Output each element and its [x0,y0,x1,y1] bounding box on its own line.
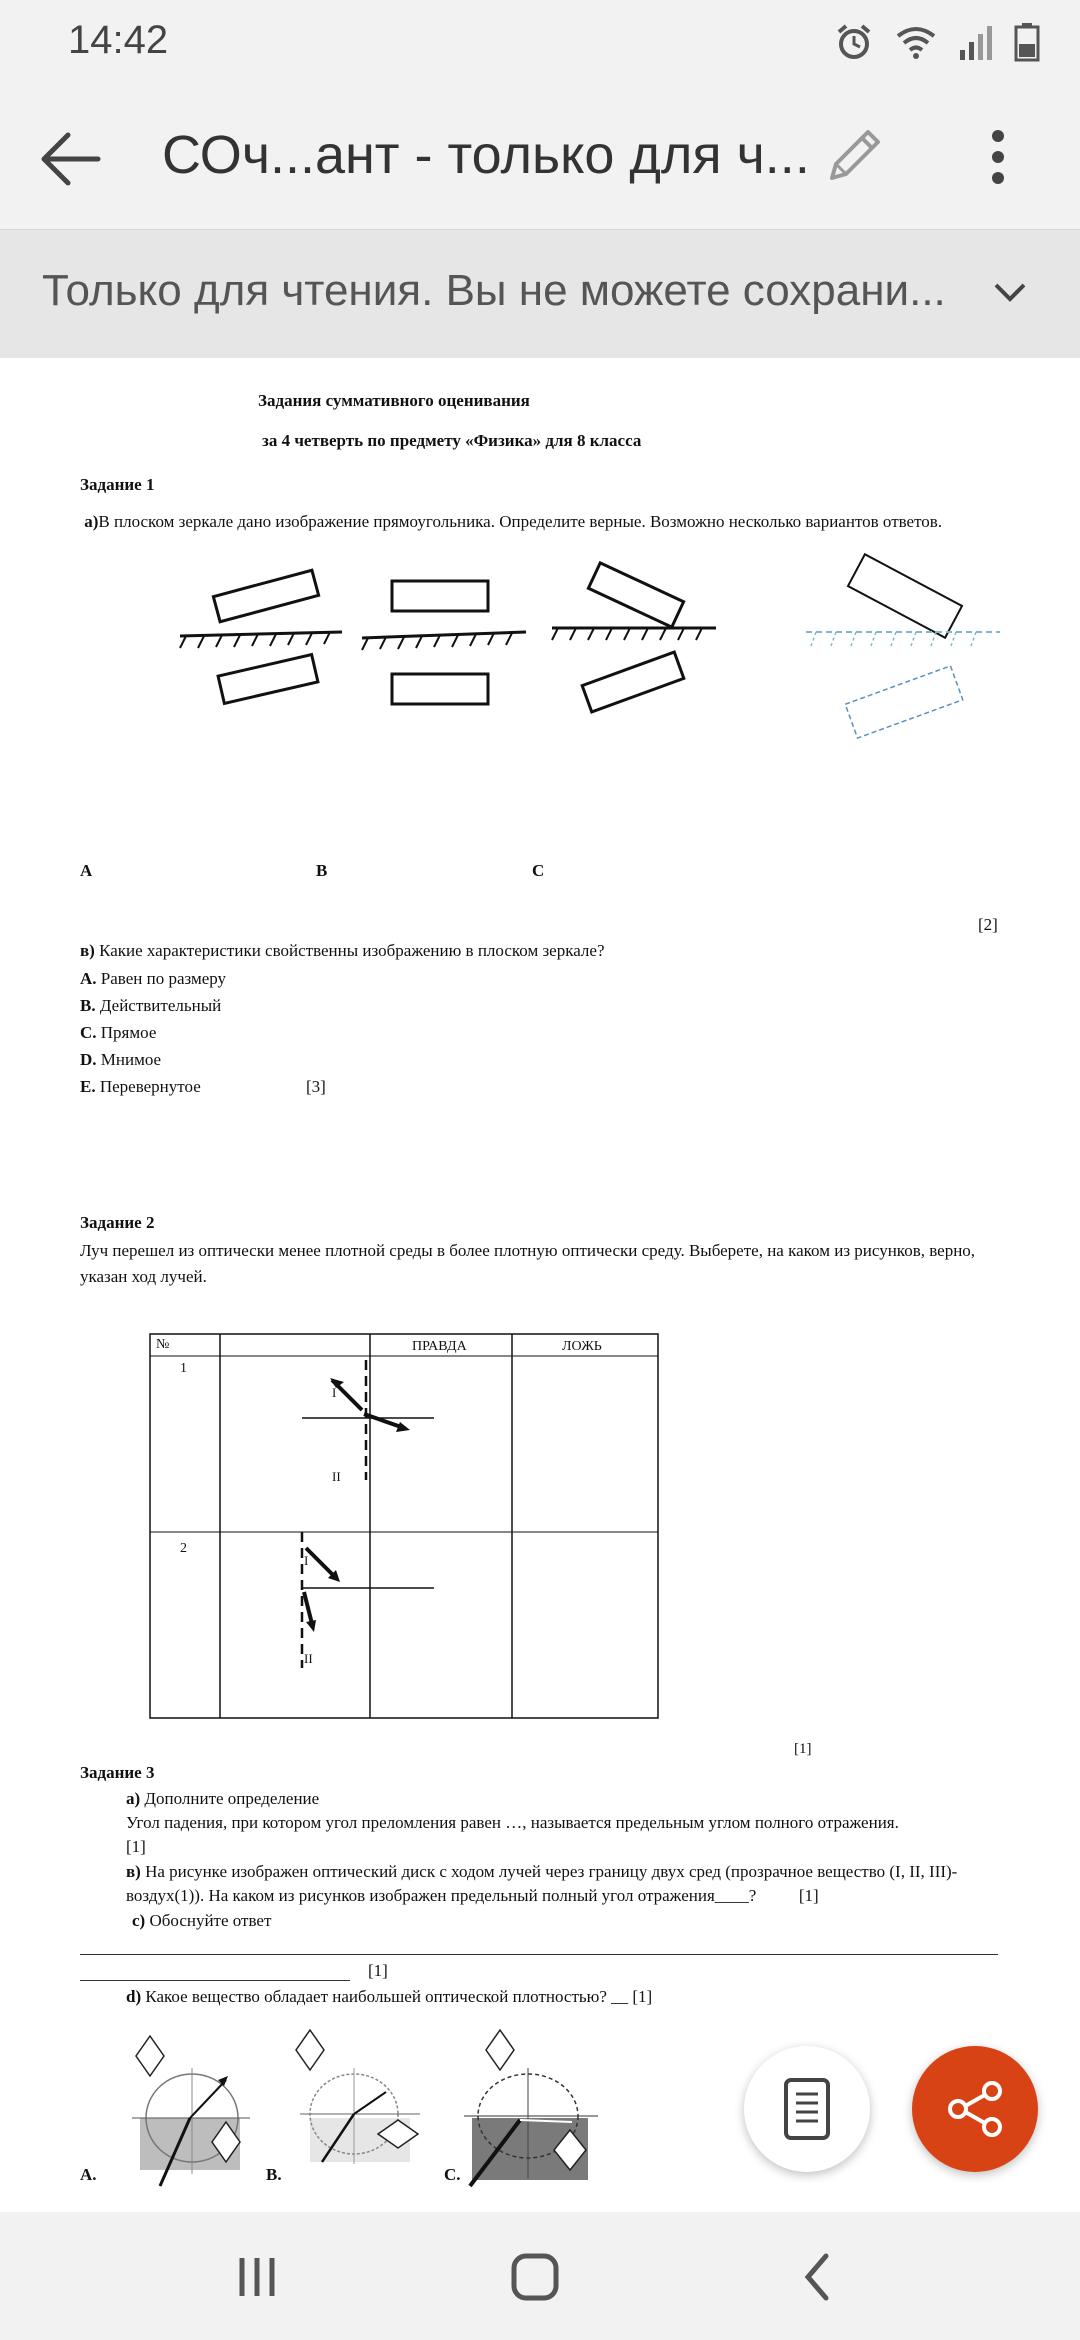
battery-icon [1014,22,1040,62]
refraction-diagram-2 [302,1532,434,1668]
alarm-icon [834,22,874,62]
recent-apps-icon[interactable] [212,2232,302,2322]
task-1b-body: Какие характеристики свойственны изображению в плоском зеркале? [99,941,605,960]
answer-line-1 [80,1954,998,1955]
option-b-label: B [316,861,328,880]
answer-line-2 [80,1980,350,1981]
answer-e [80,1076,201,1098]
task-3d-body: Какое вещество обладает наибольшей оптической плотностью? __ [1] [145,1987,653,2006]
task-1a-label: а) [84,512,99,531]
mirror-figure-c [552,563,716,712]
task-3c-question [132,1910,271,1932]
task-3b-question [126,1860,986,1908]
answer-b [80,995,221,1017]
table-row-2-number: 2 [180,1541,187,1556]
answer-text: Действительный [99,996,222,1015]
option-c-label: C [532,861,545,880]
disk-figure-b [296,2030,420,2164]
task-3c-label: с) [132,1911,146,1930]
reader-mode-icon [782,2076,832,2142]
task-3a-score: [1] [126,1837,146,1856]
task-1b-score: [3] [306,1077,326,1096]
task-2-table [148,1332,662,1724]
more-options-icon[interactable] [970,122,1026,192]
task-3b-score: [1] [798,1886,819,1905]
wifi-icon [894,22,938,62]
answer-letter: A. [80,969,97,988]
task-3b-body: На рисунке изображен оптический диск с ходом лучей через границу двух сред (прозрачное вещество (I, II, III)- воздух(1)). На каком из рисунков изображен предельный полный угол отражения____? [126,1862,958,1905]
document-title: СОч...ант - только для ч... [162,125,810,185]
answer-text: Равен по размеру [100,969,227,988]
optical-disk-figures [120,2018,640,2198]
pencil-edit-icon[interactable] [818,122,888,192]
answer-text: Прямое [100,1023,157,1042]
system-back-icon[interactable] [772,2232,862,2322]
refraction-diagram-1 [302,1360,434,1480]
answer-text: Перевернутое [99,1077,201,1096]
medium-1-label-row-1: I [332,1385,337,1400]
task-2-title: Задание 2 [80,1213,155,1232]
doc-heading-2: за 4 четверть по предмету «Физика» для 8 класса [262,431,642,450]
task-3b-label: в) [126,1862,141,1881]
clock: 14:42 [68,18,169,62]
task-2-score: [1] [794,1741,812,1757]
document-page [0,358,1080,2212]
task-3a-label: а) [126,1789,141,1808]
task-1b-question [80,940,605,962]
answer-letter: E. [80,1077,96,1096]
read-only-banner[interactable] [0,230,1080,358]
status-bar [0,0,1080,84]
home-icon[interactable] [490,2232,580,2322]
app-bar [0,84,1080,230]
answer-c [80,1022,156,1044]
table-header-true: ПРАВДА [412,1339,467,1354]
mirror-figures [0,538,1080,788]
answer-letter: C. [80,1023,97,1042]
answer-letter: D. [80,1050,97,1069]
table-header-number: № [156,1337,170,1352]
task-3c-body: Обоснуйте ответ [149,1911,272,1930]
read-only-banner-text: Только для чтения. Вы не можете сохрани... [42,266,946,315]
table-header-false: ЛОЖЬ [562,1339,602,1354]
disk-label-c: C. [444,2165,461,2184]
task-3a-body: Дополните определение [144,1789,320,1808]
answer-letter: B. [80,996,96,1015]
disk-figure-c [464,2030,598,2186]
mirror-figure-b [362,581,526,704]
chevron-down-icon[interactable] [988,270,1032,314]
answer-a [80,968,226,990]
task-1a-text [80,508,980,535]
share-icon [944,2078,1006,2140]
task-3d-label: d) [126,1987,142,2006]
mirror-figure-a [180,570,342,703]
task-3a-question [126,1788,319,1810]
disk-label-b: B. [266,2165,282,2184]
back-arrow-icon[interactable] [36,124,106,194]
medium-2-label-row-1: II [332,1469,341,1484]
signal-icon [958,22,994,62]
disk-figure-a [132,2036,250,2186]
task-3d-question [126,1986,652,2008]
medium-2-label-row-2: II [304,1651,313,1666]
option-a-label: A [80,861,93,880]
task-3a-definition: Угол падения, при котором угол преломления равен …, называется предельным углом полного отражения. [126,1813,899,1832]
disk-label-a: A. [80,2165,97,2184]
status-icons [834,18,1040,66]
task-2-text: Луч перешел из оптически менее плотной среды в более плотную оптически среду. Выберете, на каком из рисунков, верно, указан ход лучей. [80,1241,976,1286]
medium-1-label-row-2: I [304,1553,309,1568]
task-3c-score: [1] [368,1961,388,1980]
mirror-figure-reference [806,554,1000,738]
table-row-1-number: 1 [180,1361,187,1376]
task-1-title: Задание 1 [80,475,155,494]
answer-d [80,1049,161,1071]
task-1b-label: в) [80,941,95,960]
doc-heading-1: Задания суммативного оценивания [258,391,530,410]
reader-mode-button[interactable] [744,2046,870,2172]
task-3-title: Задание 3 [80,1763,155,1782]
share-button[interactable] [912,2046,1038,2172]
system-navigation-bar [0,2212,1080,2340]
task-1a-score: [2] [978,915,998,934]
answer-text: Мнимое [100,1050,162,1069]
task-1a-body: В плоском зеркале дано изображение прямоугольника. Определите верные. Возможно несколько вариантов ответов. [98,512,943,531]
